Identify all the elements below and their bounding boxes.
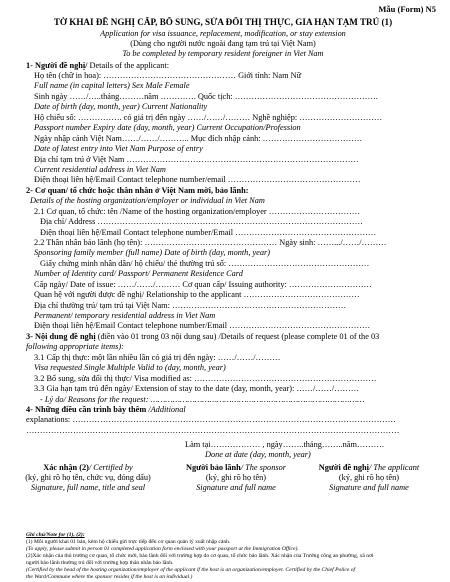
s1-name-en: Full name (in capital letters) Sex Male Female [34, 81, 190, 90]
s1-entry-en: Date of latest entry into Viet Nam Purpose of entry [34, 144, 203, 153]
applicant-line1: (ký, ghi rõ họ tên) [338, 473, 400, 482]
note2-en-cont: the Ward/Commune where the sponsor resides if the host is an individual.) [26, 574, 193, 580]
certified-line2: Signature, full name, title and seal [30, 483, 146, 492]
section1-heading: 1- Người đề nghị/ Details of the applicant: [26, 61, 169, 70]
note2-en: (Certified by the head of the hosting organization/employer of the applicant if the host is an organization/employer. Certified by the Chief Police of [26, 567, 356, 573]
section3-heading: 3- Nội dung đề nghị (điền vào 01 trong 03 nội dung sau) /Details of request (please complete 01 of the 03 [26, 332, 380, 341]
sign-place-en: Done at date (day, month, year) [205, 450, 311, 459]
s2-org-phone: Điện thoại liên hệ/Email Contact telephone number/Email …………………………………………… [40, 228, 377, 237]
subtitle-en: Application for visa issuance, replacement, modification, or stay extension [100, 29, 346, 38]
s3-visa-en: Visa requested Single Multiple Valid to (day, month, year) [34, 363, 226, 372]
applicant-line2: Signature and full name [329, 483, 409, 492]
form-number: Mẫu (Form) N5 [378, 4, 436, 14]
s1-phone: Điện thoại liên hệ/Email Contact telephone number/email ………………………………………… [34, 175, 361, 184]
s4-line1: explanations: ……………………………………………………………………………………………………… [26, 415, 396, 424]
s2-idcard-en: Number of Identity card/ Passport/ Permanent Residence Card [34, 269, 243, 278]
s2-org: 2.1 Cơ quan, tổ chức: tên /Name of the hosting organization/employer …………………………… [34, 207, 361, 216]
sponsor-line1: (ký, ghi rõ họ tên) [205, 473, 267, 482]
s2-org-address: Địa chỉ/ Address …………………………………………………………………………………… [40, 217, 363, 226]
sponsor-line2: Signature and full name [196, 483, 276, 492]
s2-idcard: Giấy chứng minh nhân dân/ hộ chiếu/ thẻ thường trú số: …………………………………………… [40, 259, 370, 268]
s1-dob: Sinh ngày ……/…..tháng………năm …………. Quốc tịch: ……………………………………………. [34, 92, 378, 101]
form-title: TỜ KHAI ĐỀ NGHỊ CẤP, BỔ SUNG, SỬA ĐỔI THỊ THỰC, GIA HẠN TẠM TRÚ (1) [53, 17, 393, 27]
s2-relative: 2.2 Thân nhân bảo lãnh (họ tên): ………………………………………… Ngày sinh: …….../……/……… [34, 238, 387, 247]
applicant-title: Người đề nghị/ The applicant [318, 463, 420, 472]
notes-heading: Ghi chú/Note for (1), (2): [26, 532, 85, 538]
subtitle-vi: (Dùng cho người nước ngoài đang tạm trú tại Việt Nam) [130, 39, 316, 48]
s3-heading-en2: following appropriate items): [26, 342, 124, 351]
section4-heading: 4- Những điều cần trình bày thêm /Additional [26, 405, 186, 414]
note2-cont: người bảo lãnh thường trú đối với trường hợp thân nhân bảo lãnh. [26, 560, 174, 566]
s2-heading-en: Details of the hosting organization/employer or individual in Viet Nam [30, 196, 265, 205]
certified-title: Xác nhận (2)/ Certified by [43, 463, 133, 472]
s3-visa: 3.1 Cấp thị thực: một lần nhiều lần có giá trị đến ngày: ……/……/……… [34, 353, 281, 362]
s2-relative-en: Sponsoring family member (full name) Date of birth (day, month, year) [34, 248, 270, 257]
section2-heading: 2- Cơ quan/ tổ chức hoặc thân nhân ở Việt Nam mời, bảo lãnh: [26, 186, 249, 195]
s1-address-en: Current residential address in Viet Nam [34, 165, 166, 174]
s3-reason: - Lý do/ Reasons for the request: …………………………………………………………………………… [40, 395, 365, 404]
s3-extend: 3.3 Gia hạn tạm trú đến ngày/ Extension of stay to the date (day, month, year): ……/……/……… [34, 384, 360, 393]
s2-res-address-en: Permanent/ temporary residential address in Viet Nam [34, 311, 216, 320]
s2-relation: Quan hệ với người được đề nghị/ Relationship to the applicant …………………………………… [34, 290, 360, 299]
s2-res-address: Địa chỉ thường trú/ tạm trú tại Việt Nam: ……………………………………………………… [34, 301, 347, 310]
note2: (2)Xác nhận của thủ trưởng cơ quan, tổ chức mời, bảo lãnh đối với trường hợp do cơ quan, tổ chức bảo lãnh. Xác nhận của Trưởng công an phường, xã nơi [26, 553, 374, 559]
sponsor-title: Người bảo lãnh/ The sponsor [186, 463, 286, 472]
s1-dob-en: Date of birth (day, month, year) Current Nationality [34, 102, 208, 111]
note1-en: (To apply, please submit in person 01 completed application form enclosed with your passport at the Immigration Office). [26, 546, 299, 552]
s2-issued: Cấp ngày/ Date of issue: ……/……/……… Cơ quan cấp/ Issuing authority: ………………………… [34, 280, 372, 289]
s2-res-phone: Điện thoại liên hệ/Email Contact telephone number/Email …………………………………………… [34, 321, 371, 330]
note1: (1) Mỗi người khai 01 bản, kèm hộ chiếu gửi trực tiếp đến cơ quan quản lý xuất nhập cảnh. [26, 539, 231, 545]
s1-address: Địa chỉ tạm trú ở Việt Nam ………………………………………………………………………… [34, 155, 359, 164]
s1-entry: Ngày nhập cảnh Việt Nam……/……/……….. Mục đích nhập cảnh: ……………………………… [34, 134, 363, 143]
s1-passport-en: Passport number Expiry date (day, month, year) Current Occupation/Profession [34, 123, 301, 132]
s3-modify: 3.2 Bổ sung, sửa đổi thị thực/ Visa modified as: ………………………………………………………… [34, 374, 377, 383]
sign-place: Làm tại……………… , ngày……..tháng……..năm………. [185, 440, 384, 449]
s1-passport: Hộ chiếu số: ……………. có giá trị đến ngày ……/……/……… Nghề nghiệp: ………………………… [34, 113, 383, 122]
s1-name: Họ tên (chữ in hoa): ………………………………………… Giới tính: Nam Nữ [34, 71, 302, 80]
subtitle-en2: To be completed by temporary resident foreigner in Viet Nam [122, 49, 324, 58]
s4-line2: ……………………………………………………………………………………………………………………… [26, 426, 400, 435]
certified-line1: (ký, ghi rõ họ tên, chức vụ, đóng dấu) [25, 473, 151, 482]
